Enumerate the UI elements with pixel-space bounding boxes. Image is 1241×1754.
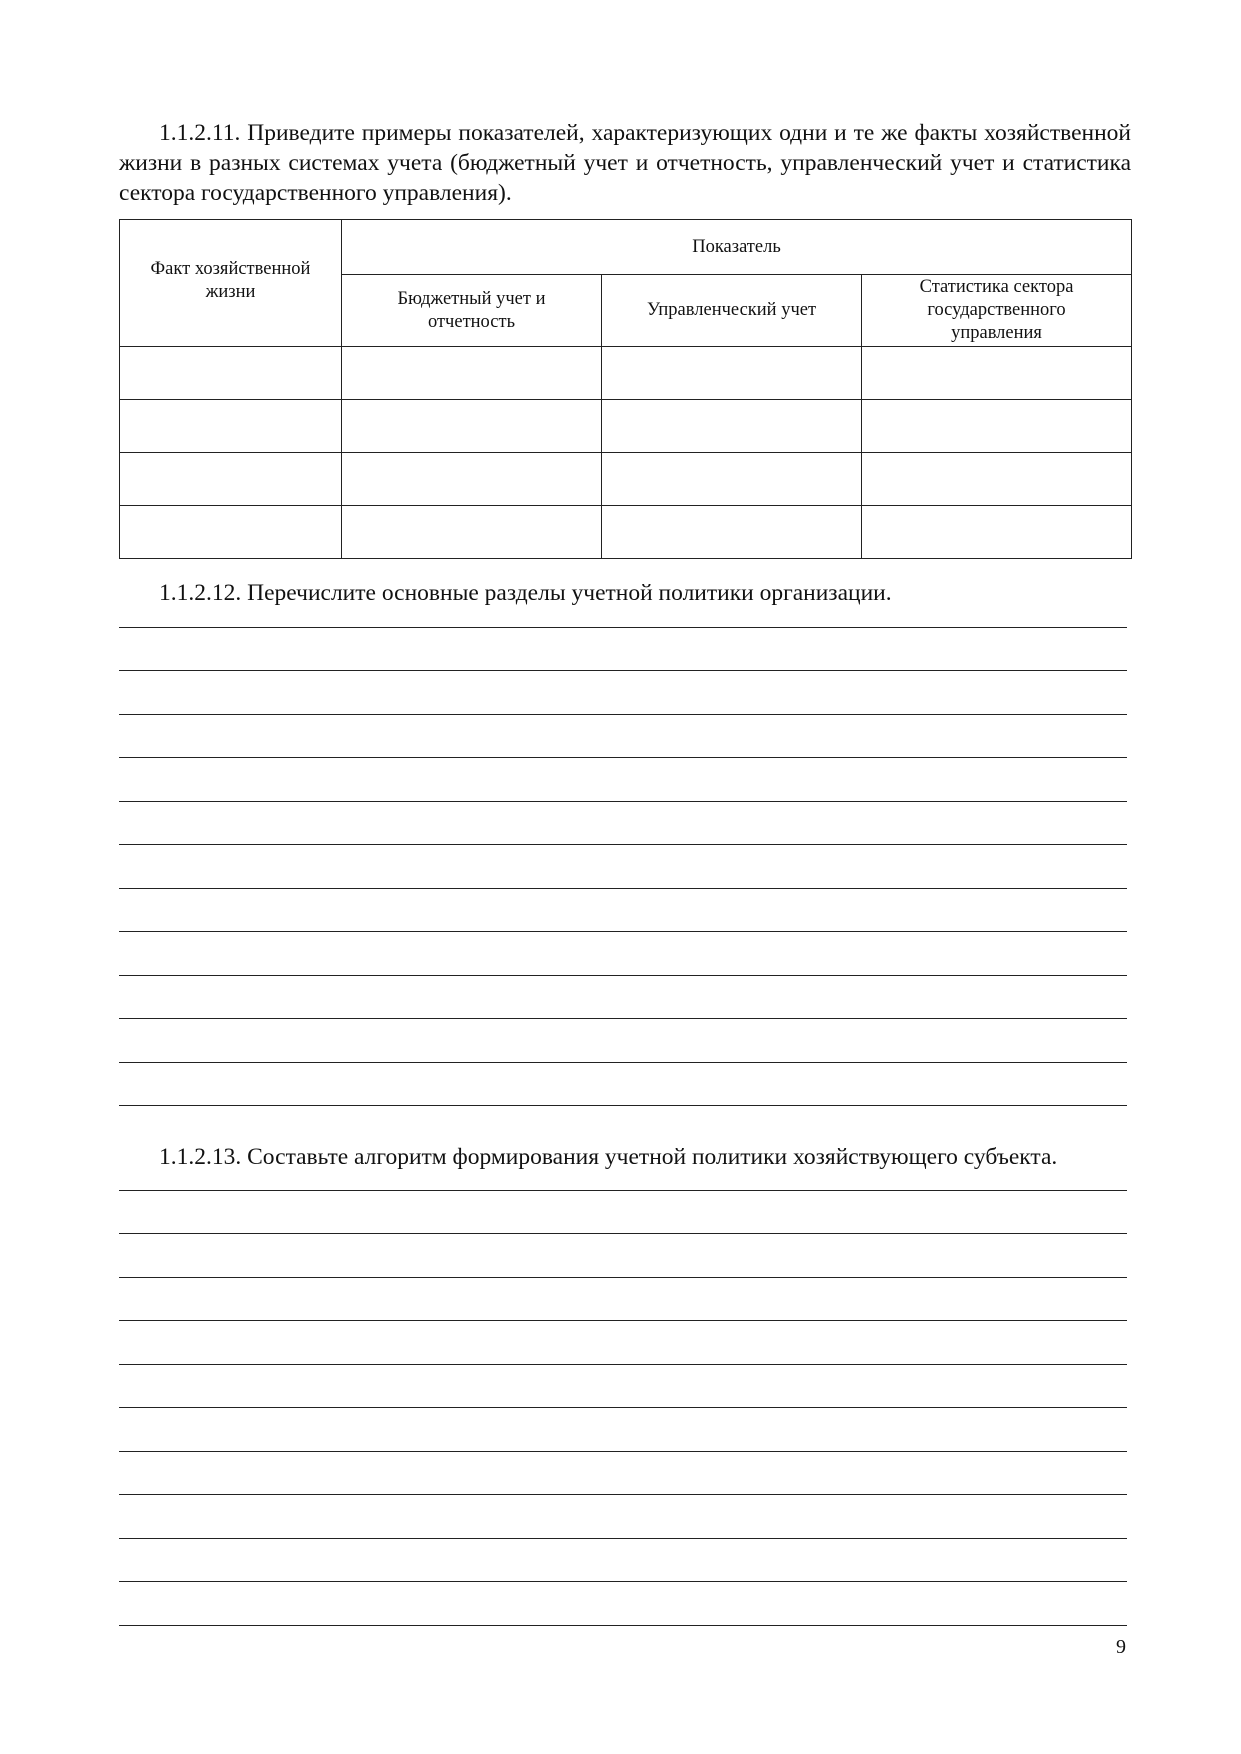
answer-line[interactable] (119, 1494, 1127, 1495)
header-budget (342, 275, 602, 347)
table-cell[interactable] (342, 506, 602, 559)
answer-line[interactable] (119, 1233, 1127, 1234)
header-management (602, 275, 862, 347)
header-statistics-label: Статистика сектора государственного управления (919, 277, 1074, 343)
answer-line[interactable] (119, 670, 1127, 671)
answer-line[interactable] (119, 844, 1127, 845)
answer-line[interactable] (119, 1062, 1127, 1063)
table-row (120, 400, 1132, 453)
page-number: 9 (1116, 1636, 1126, 1658)
table-row (120, 347, 1132, 400)
answer-line[interactable] (119, 1451, 1127, 1452)
header-management-label: Управленческий учет (646, 300, 817, 320)
header-fact (120, 220, 342, 347)
answer-line[interactable] (119, 975, 1127, 976)
answer-line[interactable] (119, 1105, 1127, 1106)
table-cell[interactable] (342, 400, 602, 453)
table-cell[interactable] (602, 347, 862, 400)
table-row (120, 506, 1132, 559)
table-row (120, 453, 1132, 506)
answer-line[interactable] (119, 1581, 1127, 1582)
header-indicator-label: Показатель (692, 236, 781, 257)
table-cell[interactable] (602, 506, 862, 559)
header-statistics (862, 275, 1132, 347)
table-cell[interactable] (862, 400, 1132, 453)
header-indicator-group (342, 220, 1132, 275)
table-cell[interactable] (862, 453, 1132, 506)
table-cell[interactable] (120, 453, 342, 506)
answer-line[interactable] (119, 714, 1127, 715)
answer-line[interactable] (119, 801, 1127, 802)
table-cell[interactable] (602, 400, 862, 453)
table-cell[interactable] (120, 506, 342, 559)
answer-line[interactable] (119, 1538, 1127, 1539)
table-cell[interactable] (862, 347, 1132, 400)
answer-line[interactable] (119, 1407, 1127, 1408)
answer-line[interactable] (119, 757, 1127, 758)
table-cell[interactable] (342, 453, 602, 506)
question-1-1-2-13: 1.1.2.13. Составьте алгоритм формирования учетной политики хозяйствующего субъекта. (159, 1144, 1058, 1170)
answer-line[interactable] (119, 1277, 1127, 1278)
header-budget-label: Бюджетный учет и отчетность (397, 288, 546, 332)
table-cell[interactable] (602, 453, 862, 506)
answer-line[interactable] (119, 1320, 1127, 1321)
question-1-1-2-12: 1.1.2.12. Перечислите основные разделы учетной политики организации. (159, 580, 892, 606)
table-cell[interactable] (120, 400, 342, 453)
answer-line[interactable] (119, 888, 1127, 889)
answer-line[interactable] (119, 931, 1127, 932)
question-1-1-2-11: 1.1.2.11. Приведите примеры показателей, характеризующих одни и те же факты хозяйственной жизни в разных системах учета (бюджетный учет и отчетность, управленческий учет и статистика сектора государственного управления). (119, 120, 1131, 206)
table-cell[interactable] (342, 347, 602, 400)
header-fact-label: Факт хозяйственной жизни (150, 259, 311, 302)
answer-line[interactable] (119, 1190, 1127, 1191)
answer-line[interactable] (119, 1364, 1127, 1365)
table-cell[interactable] (120, 347, 342, 400)
table-cell[interactable] (862, 506, 1132, 559)
answer-line[interactable] (119, 627, 1127, 628)
indicators-table (119, 219, 1132, 559)
answer-line[interactable] (119, 1018, 1127, 1019)
answer-line[interactable] (119, 1625, 1127, 1626)
